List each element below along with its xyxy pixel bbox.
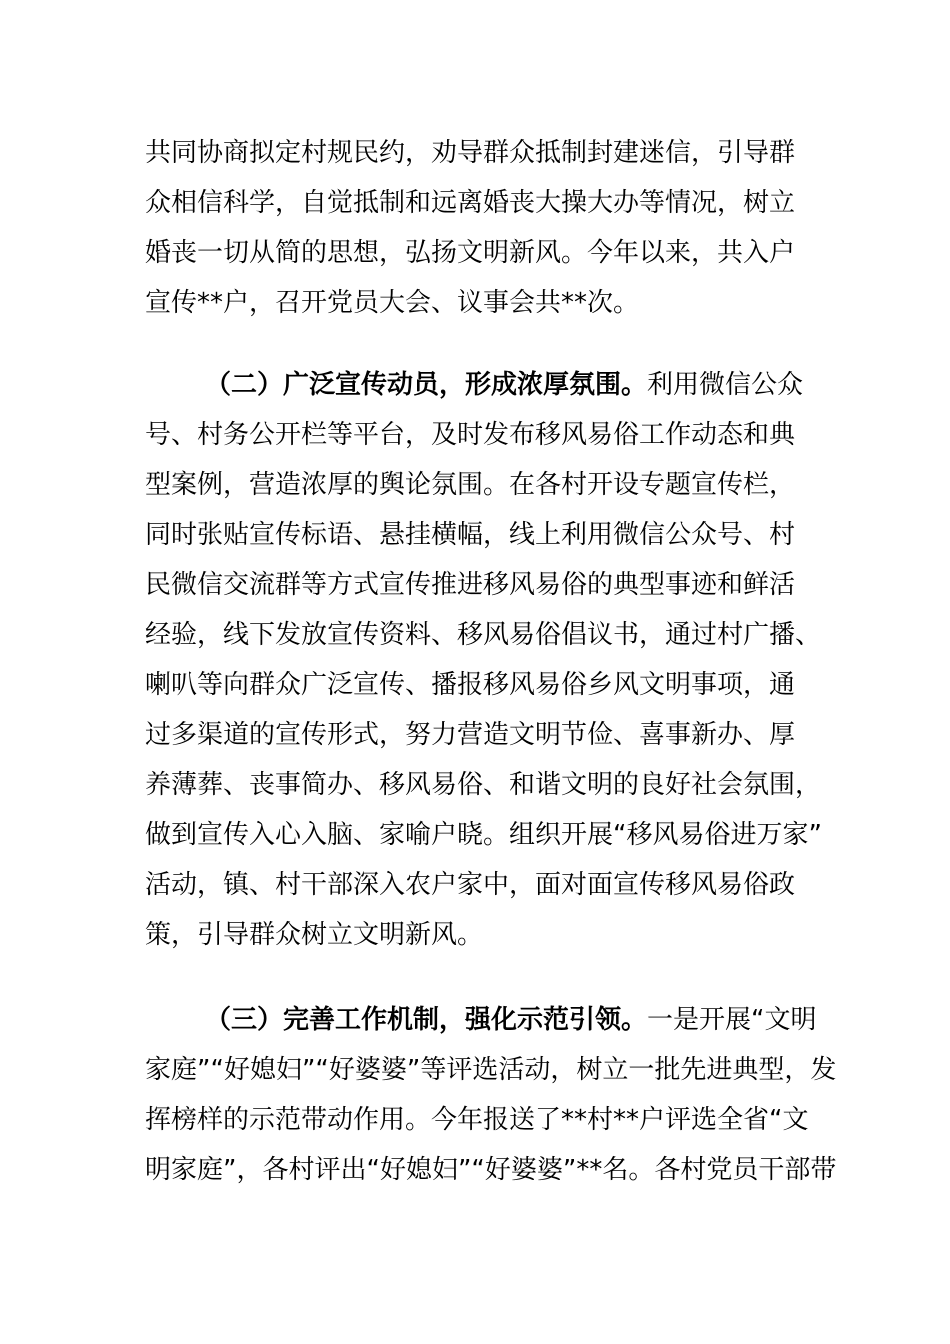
paragraph-3-line: 家庭”“好媳妇”“好婆婆”等评选活动，树立一批先进典型，发 (145, 1055, 837, 1085)
paragraph-2-line: 策，引导群众树立文明新风。 (145, 920, 484, 950)
paragraph-2-line: 型案例，营造浓厚的舆论氛围。在各村开设专题宣传栏， (145, 470, 796, 500)
section-heading-2: （二）广泛宣传动员，形成浓厚氛围。 (205, 370, 648, 400)
paragraph-1-line: 宣传**户，召开党员大会、议事会共**次。 (145, 288, 640, 318)
paragraph-1-line: 共同协商拟定村规民约，劝导群众抵制封建迷信，引导群 (145, 138, 796, 168)
paragraph-2-line: 经验，线下发放宣传资料、移风易俗倡议书，通过村广播、 (145, 620, 822, 650)
paragraph-2-line: 做到宣传入心入脑、家喻户晓。组织开展“移风易俗进万家” (145, 820, 822, 850)
paragraph-2 (145, 360, 822, 960)
paragraph-1-line: 众相信科学，自觉抵制和远离婚丧大操大办等情况，树立 (145, 188, 796, 218)
paragraph-3-first-line (145, 995, 817, 1045)
paragraph-3-first-line-text: 一是开展“文明 (647, 1005, 817, 1035)
paragraph-2-line: 同时张贴宣传标语、悬挂横幅，线上利用微信公众号、村 (145, 520, 796, 550)
paragraph-2-line: 过多渠道的宣传形式，努力营造文明节俭、喜事新办、厚 (145, 720, 796, 750)
paragraph-2-first-line-text: 利用微信公众 (647, 370, 804, 400)
paragraph-3 (145, 995, 837, 1195)
paragraph-3-line: 明家庭”，各村评出“好媳妇”“好婆婆”**名。各村党员干部带 (145, 1155, 837, 1185)
paragraph-1 (145, 128, 805, 328)
paragraph-1-line: 婚丧一切从简的思想，弘扬文明新风。今年以来，共入户 (145, 238, 796, 268)
paragraph-2-line: 喇叭等向群众广泛宣传、播报移风易俗乡风文明事项，通 (145, 670, 796, 700)
paragraph-2-first-line (145, 360, 805, 410)
paragraph-3-line: 挥榜样的示范带动作用。今年报送了**村**户评选全省“文 (145, 1105, 809, 1135)
paragraph-2-line: 号、村务公开栏等平台，及时发布移风易俗工作动态和典 (145, 420, 796, 450)
paragraph-2-line: 民微信交流群等方式宣传推进移风易俗的典型事迹和鲜活 (145, 570, 796, 600)
paragraph-2-line: 活动，镇、村干部深入农户家中，面对面宣传移风易俗政 (145, 870, 796, 900)
paragraph-2-line: 养薄葬、丧事简办、移风易俗、和谐文明的良好社会氛围， (145, 770, 822, 800)
section-heading-3: （三）完善工作机制，强化示范引领。 (205, 1005, 648, 1035)
